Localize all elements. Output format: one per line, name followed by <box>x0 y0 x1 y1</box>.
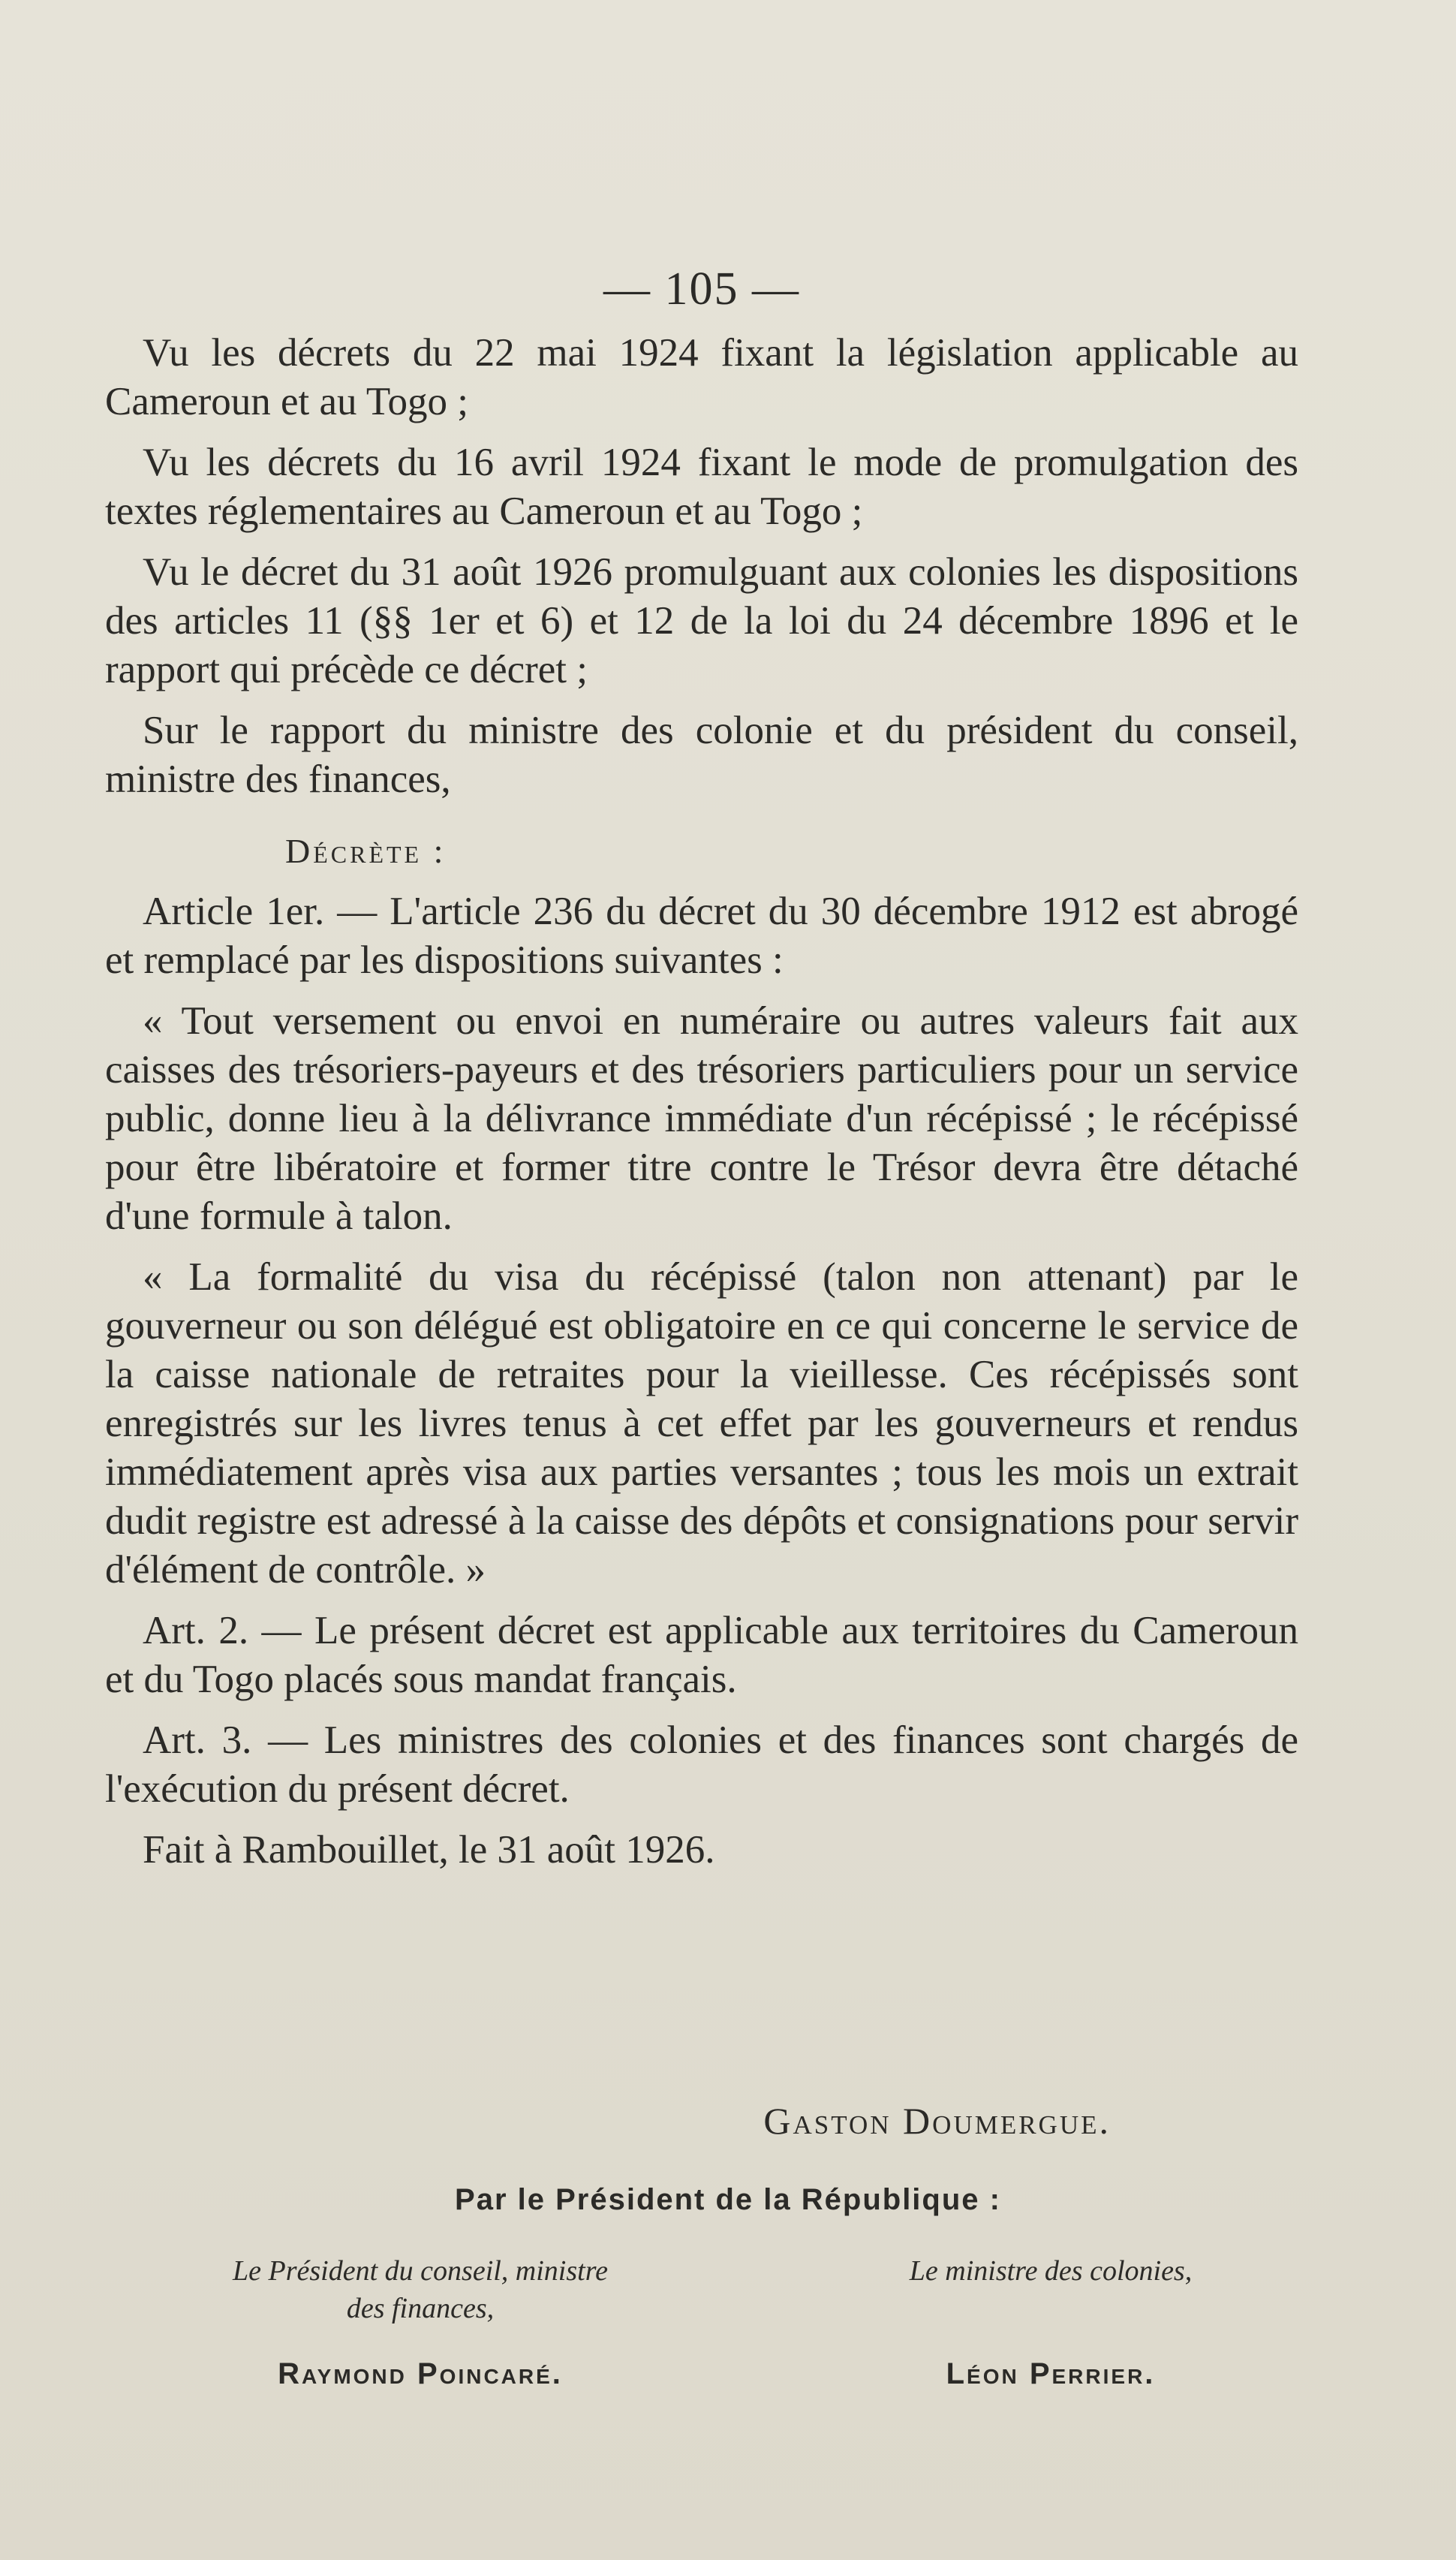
cosigner-right-name: Léon Perrier. <box>946 2357 1156 2390</box>
signature-block <box>0 2095 1456 2390</box>
page-number: — 105 — <box>603 264 800 315</box>
cosigner-left <box>150 2252 690 2391</box>
signer-name: Gaston Doumergue. <box>763 2100 1111 2142</box>
heading-decrete <box>105 827 1298 875</box>
article-3: Art. 3. — Les ministres des colonies et des finances sont chargés de l'exécution du présent décret. <box>105 1718 1298 1811</box>
cosigner-left-name: Raymond Poincaré. <box>278 2357 563 2390</box>
cosigner-right-role-spacer <box>781 2290 1321 2327</box>
cosigner-right <box>781 2252 1321 2391</box>
paragraph-sur-le-rapport: Sur le rapport du ministre des colonie et du président du conseil, ministre des finances, <box>105 709 1298 801</box>
quoted-provision-2: « La formalité du visa du récépissé (talon non attenant) par le gouverneur ou son délégué est obligatoire en ce qui concerne le service de la caisse nationale de retraites pour la vieillesse. Ces récépissés sont enregistrés sur les livres tenus à cet effet par les gouverneurs et rendus immédiatement après visa aux parties versantes ; tous les mois un extrait dudit registre est adressé à la caisse des dépôts et consignations pour servir d'élément de contrôle. » <box>105 1255 1298 1592</box>
fait-a-rambouillet: Fait à Rambouillet, le 31 août 1926. <box>143 1828 715 1872</box>
article-2: Art. 2. — Le présent décret est applicable aux territoires du Cameroun et du Togo placés sous mandat français. <box>105 1609 1298 1701</box>
quoted-provision-1: « Tout versement ou envoi en numéraire ou autres valeurs fait aux caisses des trésoriers-payeurs et des trésoriers particuliers pour un service public, donne lieu à la délivrance immédiate d'un récépissé ; le récépissé pour être libératoire et former titre contre le Trésor devra être détaché d'une formule à talon. <box>105 999 1298 1238</box>
paragraph-vu-decrets-avril: Vu les décrets du 16 avril 1924 fixant le mode de promulgation des textes réglementaires au Cameroun et au Togo ; <box>105 441 1298 533</box>
paragraph-vu-decrets-mai: Vu les décrets du 22 mai 1924 fixant la législation applicable au Cameroun et au Togo ; <box>105 331 1298 423</box>
decree-text <box>105 255 1298 1875</box>
cosigner-right-role: Le ministre des colonies, <box>909 2255 1193 2287</box>
cosigner-left-role-line-2: des finances, <box>346 2293 495 2324</box>
decrete-label: Décrète : <box>285 832 447 870</box>
par-le-president: Par le Président de la République : <box>455 2183 1001 2216</box>
article-1: Article 1er. — L'article 236 du décret du 30 décembre 1912 est abrogé et remplacé par les dispositions suivantes : <box>105 890 1298 982</box>
paragraph-vu-decret-aout: Vu le décret du 31 août 1926 promulguant aux colonies les dispositions des articles 11 (§§ 1er et 6) et 12 de la loi du 24 décembre 1896 et le rapport qui précède ce décret ; <box>105 550 1298 691</box>
cosigner-left-role-line-1: Le Président du conseil, ministre <box>233 2255 608 2287</box>
